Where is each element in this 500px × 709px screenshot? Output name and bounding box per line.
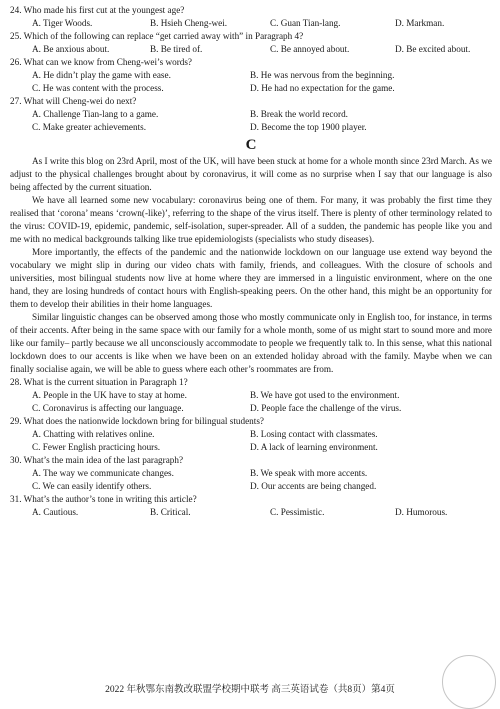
answer-option[interactable]: B. We speak with more accents.: [250, 468, 368, 478]
answer-option[interactable]: A. Be anxious about.: [32, 44, 110, 54]
answer-option[interactable]: B. He was nervous from the beginning.: [250, 70, 395, 80]
question-stem: 31. What’s the author’s tone in writing this article?: [10, 494, 197, 504]
answer-option[interactable]: B. Hsieh Cheng-wei.: [150, 18, 228, 28]
answer-option[interactable]: A. He didn’t play the game with ease.: [32, 70, 171, 80]
answer-option[interactable]: B. Be tired of.: [150, 44, 203, 54]
question-stem: 27. What will Cheng-wei do next?: [10, 96, 137, 106]
answer-option[interactable]: C. Make greater achievements.: [32, 122, 147, 132]
question-stem: 24. Who made his first cut at the youngest age?: [10, 5, 185, 15]
answer-option[interactable]: D. People face the challenge of the virus.: [250, 403, 402, 413]
answer-option[interactable]: D. Markman.: [395, 18, 445, 28]
answer-option[interactable]: A. Challenge Tian-lang to a game.: [32, 109, 159, 119]
answer-options: [32, 506, 492, 519]
answer-option[interactable]: D. Become the top 1900 player.: [250, 122, 367, 132]
question-block-bottom: [10, 376, 492, 519]
answer-option[interactable]: D. A lack of learning environment.: [250, 442, 378, 452]
answer-options: [32, 69, 492, 95]
question-block-top: [10, 4, 492, 134]
answer-options: [32, 389, 492, 415]
answer-option[interactable]: A. Cautious.: [32, 507, 79, 517]
reading-passage: [10, 155, 492, 376]
answer-option[interactable]: A. The way we communicate changes.: [32, 468, 174, 478]
answer-option[interactable]: D. He had no expectation for the game.: [250, 83, 395, 93]
answer-option[interactable]: D. Be excited about.: [395, 44, 471, 54]
page-footer: 2022 年秋鄂东南教改联盟学校期中联考 高三英语试卷（共8页）第4页: [105, 685, 395, 695]
answer-option[interactable]: B. Break the world record.: [250, 109, 348, 119]
answer-option[interactable]: C. He was content with the process.: [32, 83, 164, 93]
passage-paragraph: We have all learned some new vocabulary: coronavirus being one of them. For many, it was probably the first time they realised that ‘corona’ means ‘crown(-like)’, referring to the shape of the virus itself. There is plenty of other terminology related to the virus: COVID-19, epidemic, pandemic, self-isolation, super-spreader. All of a sudden, the pandemic has people like you and me with no medical backgrounds talking like true epidemiologists (specialists who study diseases).: [10, 195, 492, 244]
answer-option[interactable]: A. People in the UK have to stay at home.: [32, 390, 187, 400]
question-stem: 26. What can we know from Cheng-wei’s words?: [10, 57, 193, 67]
passage-paragraph: More importantly, the effects of the pandemic and the nationwide lockdown on our language use extend way beyond the vocabulary we might slip in during our video chats with family, friends, and colleagues. With the closure of schools and universities, most bilingual students now live at home where they are immersed in a linguistic environment, where on the one hand, they are losing hundreds of contact hours with English-speaking peers. On the other hand, this might be an opportunity for them to develop their abilities in their home languages.: [10, 247, 492, 309]
answer-options: [32, 467, 492, 493]
passage-paragraph: As I write this blog on 23rd April, most of the UK, will have been stuck at home for a whole month since 23rd March. As we adjust to the physical challenges brought about by coronavirus, it will come as no surprise when I say that our language is also being affected by the current situation.: [10, 156, 492, 192]
answer-options: [32, 428, 492, 454]
question-stem: 28. What is the current situation in Paragraph 1?: [10, 377, 188, 387]
answer-option[interactable]: C. Coronavirus is affecting our language.: [32, 403, 184, 413]
answer-options: [32, 43, 492, 56]
answer-option[interactable]: B. Losing contact with classmates.: [250, 429, 378, 439]
answer-options: [32, 17, 492, 30]
question-stem: 30. What’s the main idea of the last paragraph?: [10, 455, 184, 465]
answer-option[interactable]: A. Chatting with relatives online.: [32, 429, 155, 439]
answer-option[interactable]: A. Tiger Woods.: [32, 18, 93, 28]
exam-page: [10, 4, 492, 519]
answer-option[interactable]: C. Be annoyed about.: [270, 44, 350, 54]
passage-paragraph: Similar linguistic changes can be observed among those who mostly communicate only in English too, for instance, in terms of their accents. After being in the same space with our family for a whole month, some of us might start to sound more and more like our family– partly because we all unconsciously accommodate to people we frequently talk to. In this sense, what this national lockdown does to our accents is like when we have been on an extended holiday abroad with the family. Maybe when we can finally socialise again, we will be able to guess where each other’s roommates are from.: [10, 312, 492, 374]
answer-option[interactable]: C. Fewer English practicing hours.: [32, 442, 161, 452]
answer-option[interactable]: B. We have got used to the environment.: [250, 390, 400, 400]
answer-option[interactable]: D. Humorous.: [395, 507, 448, 517]
answer-option[interactable]: D. Our accents are being changed.: [250, 481, 377, 491]
answer-options: [32, 108, 492, 134]
answer-option[interactable]: C. Pessimistic.: [270, 507, 325, 517]
section-heading: C: [245, 137, 257, 153]
answer-option[interactable]: C. We can easily identify others.: [32, 481, 152, 491]
answer-option[interactable]: B. Critical.: [150, 507, 191, 517]
question-stem: 25. Which of the following can replace “get carried away with” in Paragraph 4?: [10, 31, 304, 41]
question-stem: 29. What does the nationwide lockdown bring for bilingual students?: [10, 416, 264, 426]
answer-option[interactable]: C. Guan Tian-lang.: [270, 18, 341, 28]
